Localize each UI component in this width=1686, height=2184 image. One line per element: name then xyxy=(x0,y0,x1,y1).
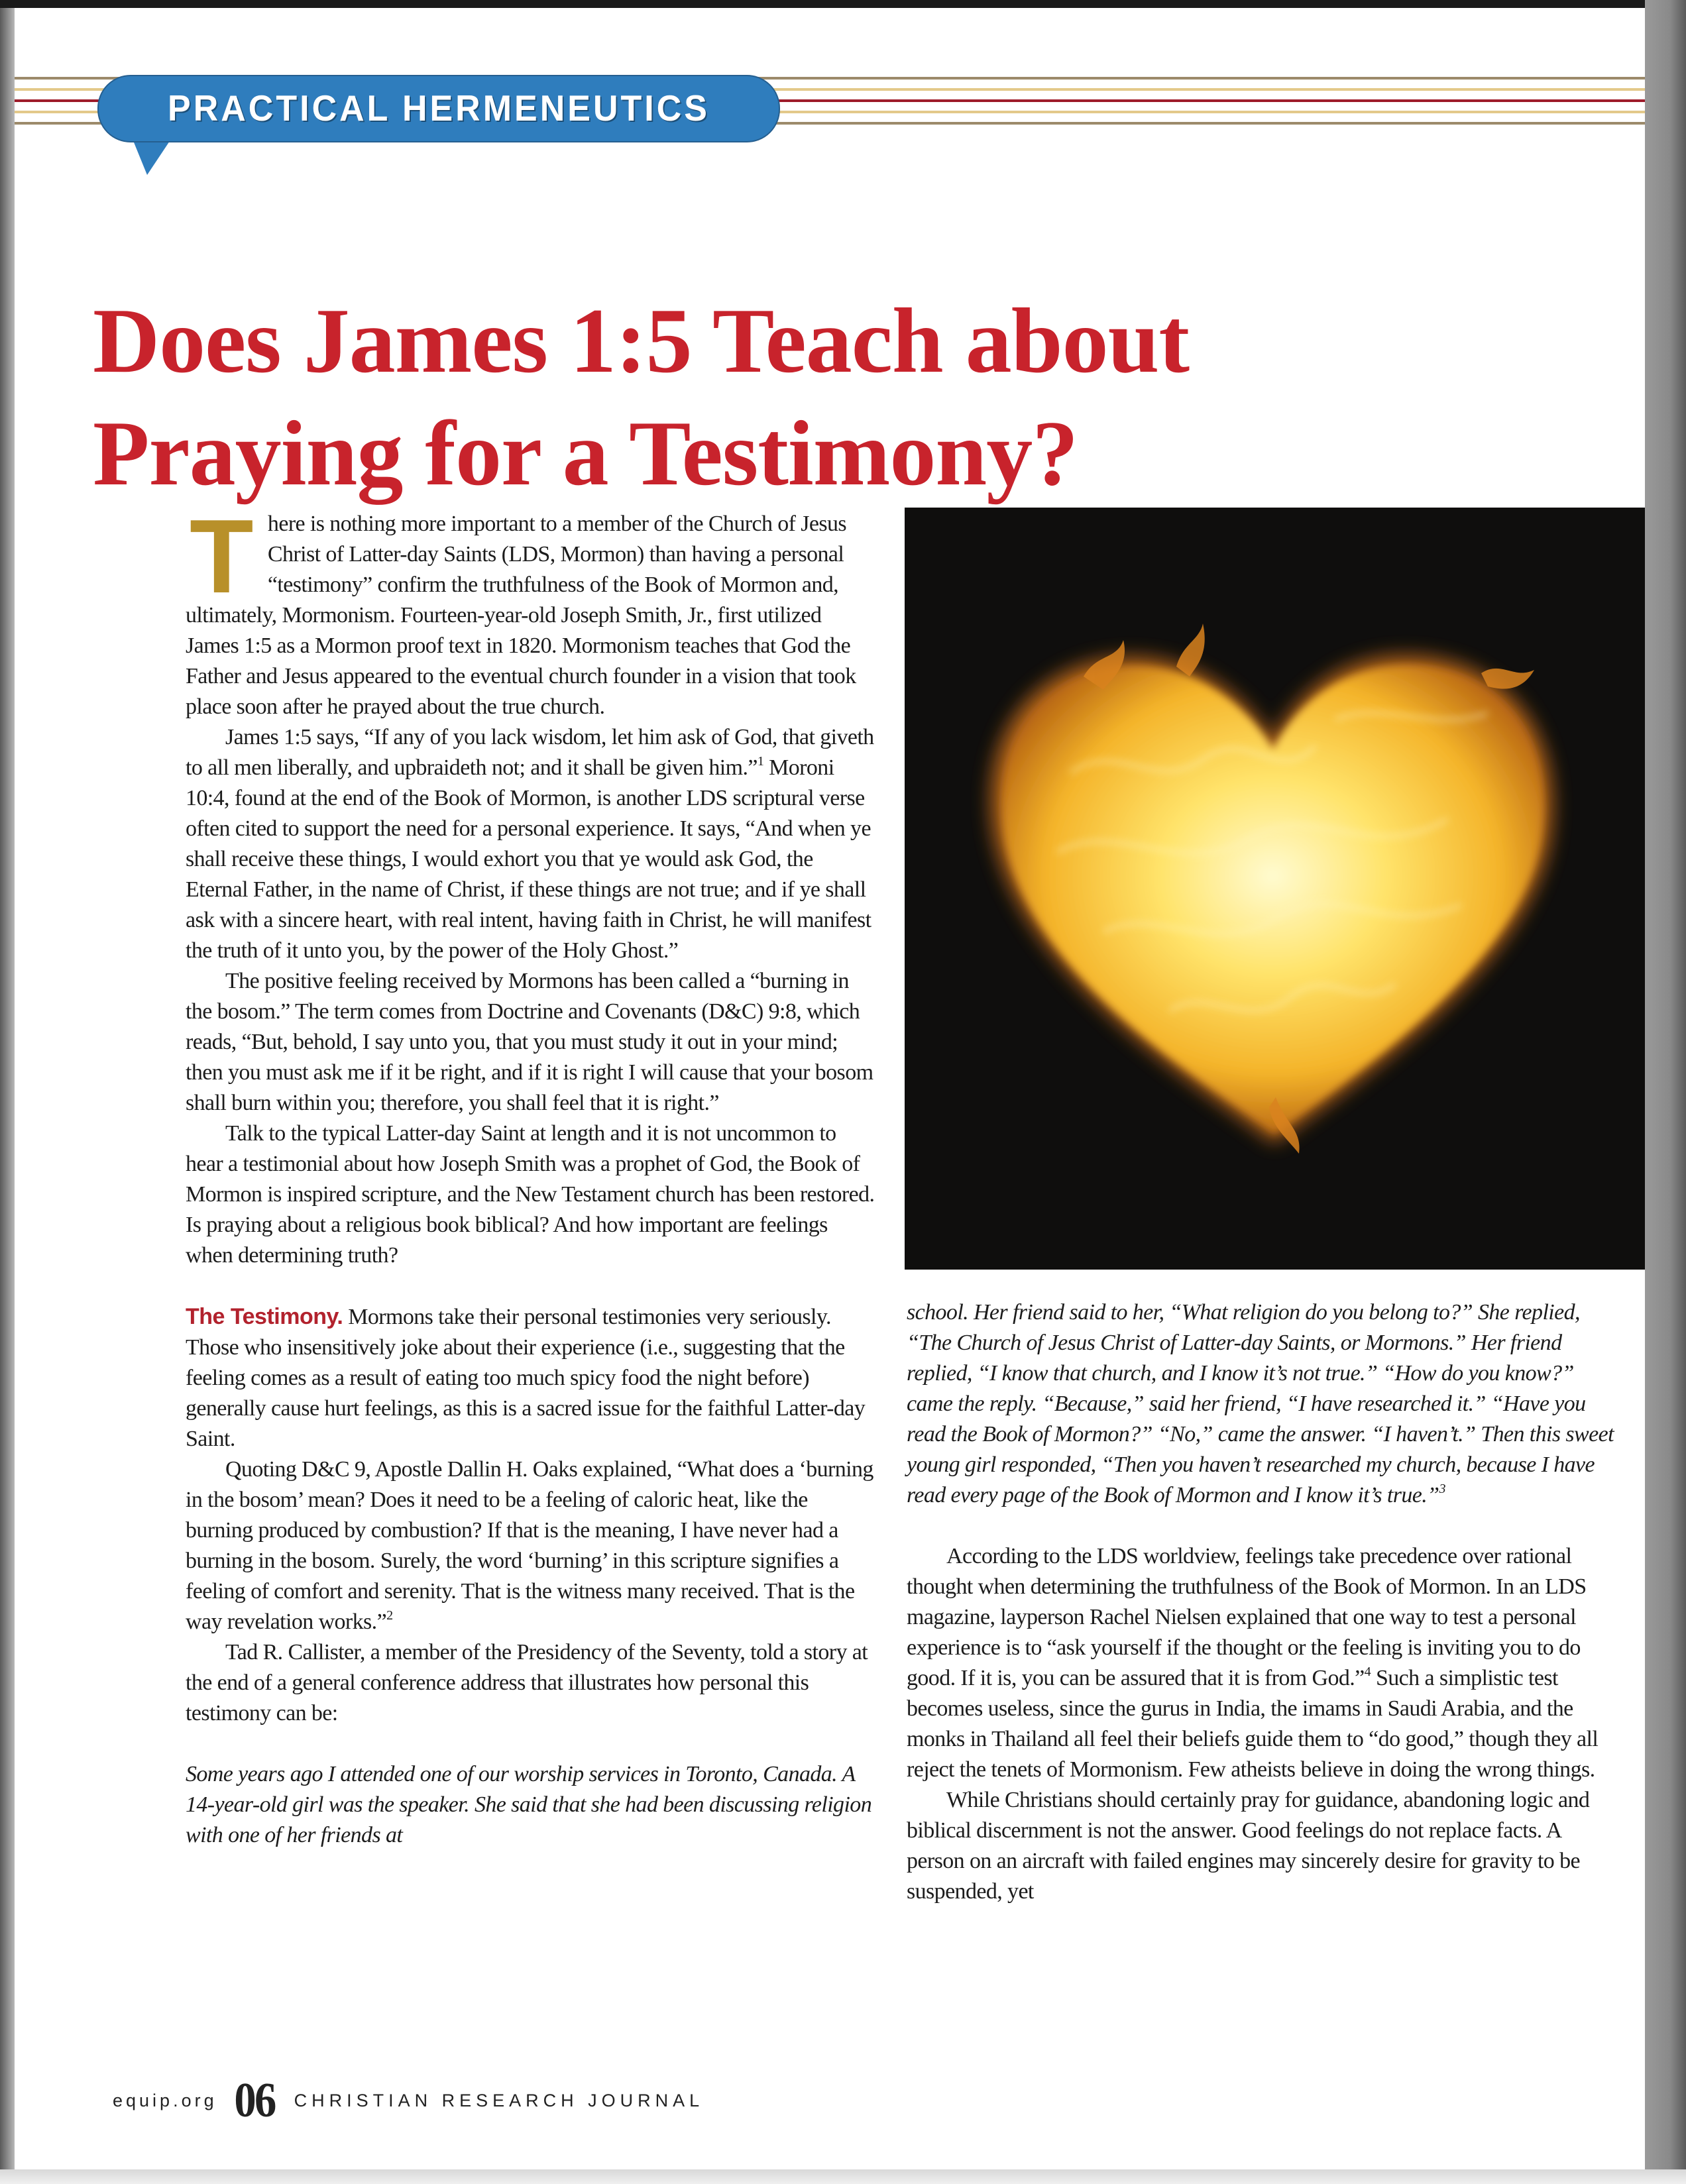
scan-bottom-edge xyxy=(0,2169,1686,2184)
page-number: 06 xyxy=(233,2073,275,2128)
section-kicker-label: PRACTICAL HERMENEUTICS xyxy=(168,88,710,129)
footer-website-link[interactable]: equip.org xyxy=(113,2091,217,2110)
paragraph: The positive feeling received by Mormons has been called a “burning in the bosom.” The term comes from Doctrine and Covenants (D&C) 9:8, which reads, “But, behold, I say unto you, that you must study it out in your mind; then you must ask me if it be right, and if it is right I will cause that your bosom shall burn within you; therefore, you shall feel that it is right.” xyxy=(186,969,873,1115)
paragraph-intro: There is nothing more important to a member of the Church of Jesus Christ of Latter-day Saints (LDS, Mormon) than having a personal “testimony” confirm the truthfulness of the Book of Mormon and, ultimately, Mormonism. Fourteen-year-old Joseph Smith, Jr., first utilized James 1:5 as a Mormon proof text in 1820. Mormonism teaches that God the Father and Jesus appeared to the eventual church founder in a vision that took place soon after he prayed about the true church. xyxy=(186,498,856,719)
left-column xyxy=(186,498,875,1851)
flaming-heart-photo xyxy=(905,508,1645,1270)
paragraph: Tad R. Callister, a member of the Presidency of the Seventy, told a story at the end of a general conference address that illustrates how personal this testimony can be: xyxy=(186,1640,868,1725)
publication-name: CHRISTIAN RESEARCH JOURNAL xyxy=(294,2091,704,2110)
section-kicker xyxy=(97,75,780,142)
footnote-ref[interactable]: 1 xyxy=(757,754,764,769)
footnote-ref[interactable]: 3 xyxy=(1439,1482,1445,1496)
paragraph: Talk to the typical Latter-day Saint at length and it is not uncommon to hear a testimonial about how Joseph Smith was a prophet of God, the Book of Mormon is inspired scripture, and the New Testament church has been restored. Is praying about a religious book biblical? And how important are feelings when determining truth? xyxy=(186,1121,875,1268)
paragraph-testimony: The Testimony. Mormons take their personal testimonies very seriously. Those who insensitively joke about their experience (i.e., suggesting that the feeling comes as a result of eating too much spicy food the night before) generally cause hurt feelings, as this is a sacred issue for the faithful Latter-day Saint. xyxy=(186,1304,866,1451)
speech-bubble-tail-icon xyxy=(133,139,171,175)
article-headline xyxy=(93,285,1551,510)
headline-line-1: Does James 1:5 Teach about xyxy=(93,290,1190,392)
block-quote-continued: school. Her friend said to her, “What religion do you belong to?” She replied, “The Church of Jesus Christ of Latter-day Saints, or Mormons.” Her friend replied, “I know that church, and I know it’s not true.” “How do you know?” came the reply. “Because,” said her friend, “I have researched it.” “Have you read the Book of Mormon?” “No,” came the answer. “I haven’t.” Then this sweet young girl responded, “Then you haven’t researched my church, because I have read every page of the Book of Mormon and I know it’s true.”$^3$ xyxy=(907,1300,1614,1507)
page-footer xyxy=(113,2073,704,2129)
paragraph: James 1:5 says, “If any of you lack wisdom, let him ask of God, that giveth to all men liberally, and upbraideth not; and it shall be given him.”$^1$ Moroni 10:4, found at the end of the Book of Mormon, is another LDS scriptural verse often cited to support the need for a personal experience. It says, “And when ye shall receive these things, I would exhort you that ye would ask God, the Eternal Father, in the name of Christ, if these things are not true; and if ye shall ask with a sincere heart, with real intent, having faith in Christ, he will manifest the truth of it unto you, by the power of the Holy Ghost.” xyxy=(186,725,874,963)
paragraph: Quoting D&C 9, Apostle Dallin H. Oaks explained, “What does a ‘burning in the bosom’ mean? Does it need to be a feeling of caloric heat, like the burning produced by combustion? If that is the meaning, I have never had a burning in the bosom. Surely, the word ‘burning’ in this scripture signifies a feeling of comfort and serenity. That is the witness many received. That is the way revelation works.”$^2$ xyxy=(186,1457,873,1634)
footnote-ref[interactable]: 4 xyxy=(1364,1665,1371,1679)
headline-line-2: Praying for a Testimony? xyxy=(93,402,1078,505)
paragraph: According to the LDS worldview, feelings take precedence over rational thought when determining the truthfulness of the Book of Mormon. In an LDS magazine, layperson Rachel Nielsen explained that one way to test a personal experience is to “ask yourself if the thought or the feeling is inviting you to do good. If it is, you can be assured that it is from God.”$^4$ Such a simplistic test becomes useless, since the gurus in India, the imams in Saudi Arabia, and the monks in Thailand all feel their beliefs guide them to “do good,” though they all reject the tenets of Mormonism. Few atheists believe in doing the wrong things. xyxy=(907,1544,1599,1782)
page-gutter xyxy=(1645,0,1686,2184)
flaming-heart-icon xyxy=(905,508,1645,1270)
section-subhead: The Testimony. xyxy=(186,1304,343,1329)
paragraph: While Christians should certainly pray for guidance, abandoning logic and biblical discernment is not the answer. Good feelings do not replace facts. A person on an aircraft with failed engines may sincerely desire for gravity to be suspended, yet xyxy=(907,1788,1590,1904)
footnote-ref[interactable]: 2 xyxy=(386,1608,393,1623)
block-quote: Some years ago I attended one of our worship services in Toronto, Canada. A 14-year-old girl was the speaker. She said that she had been discussing religion with one of her friends at xyxy=(186,1762,872,1847)
drop-cap: T xyxy=(190,498,253,615)
right-column xyxy=(907,1297,1622,1907)
scan-left-edge xyxy=(0,8,15,2169)
